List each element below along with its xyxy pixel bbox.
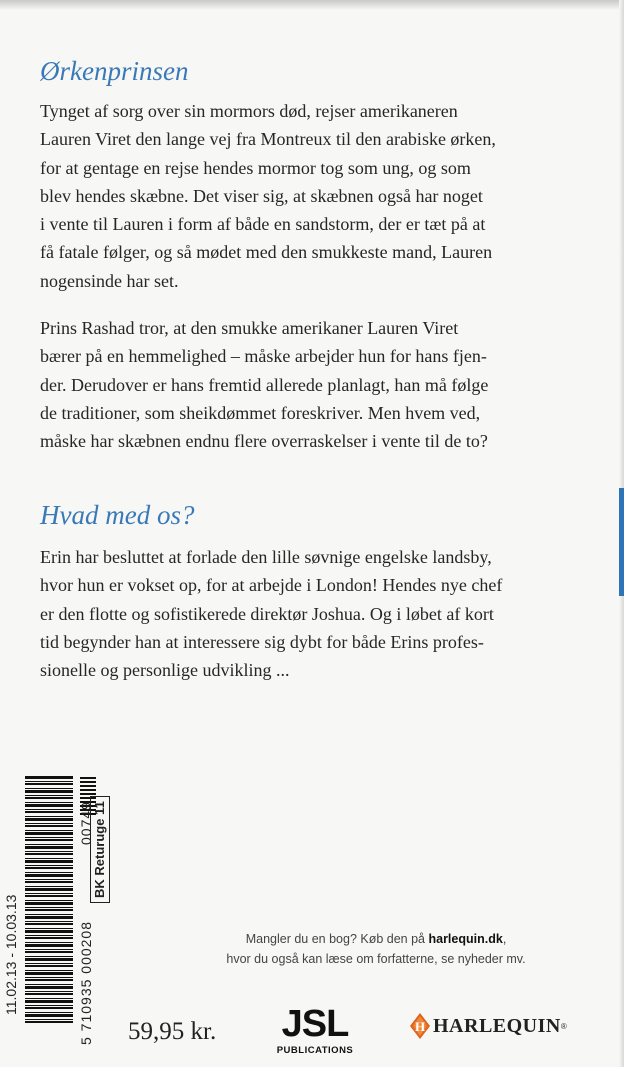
text-line: der. Derudover er hans fremtid allerede planlagt, han må følge (40, 374, 489, 395)
text-line: tid begynder han at interessere sig dybt for både Erins profes- (40, 631, 484, 652)
spine-color-tab (619, 488, 624, 596)
text-line: er den flotte og sofistikerede direktør Joshua. Og i løbet af kort (40, 603, 494, 624)
section2-paragraph (40, 543, 580, 684)
text-line: for at gentage en rejse hendes mormor tog som ung, og som (40, 157, 471, 178)
text-line: Lauren Viret den lange vej fra Montreux til den arabiske ørken, (40, 129, 496, 150)
text-line: i vente til Lauren i form af både en sandstorm, der er tæt på at (40, 214, 486, 235)
section1-paragraph2 (40, 314, 580, 455)
text-line: nogensinde har set. (40, 270, 179, 291)
bk-return-label: BK Returuge 11 (90, 796, 110, 903)
promo-text: Mangler du en bog? Køb den på (245, 932, 429, 946)
text-line: få fatale følger, og så mødet med den smukkeste mand, Lauren (40, 242, 493, 263)
jsl-logo-text: JSL (281, 1003, 349, 1045)
jsl-publications-logo (270, 1005, 360, 1056)
cover-top-edge (0, 0, 624, 10)
harlequin-wordmark: HARLEQUIN (433, 1014, 561, 1037)
text-line: Prins Rashad tror, at den smukke amerikaner Lauren Viret (40, 318, 459, 338)
promo-line-1 (190, 932, 562, 946)
section1-paragraph1 (40, 97, 580, 295)
harlequin-link[interactable]: harlequin.dk (428, 932, 503, 946)
barcode (25, 775, 73, 1023)
text-line: de traditioner, som sheikdømmet foreskriver. Men hvem ved, (40, 402, 481, 423)
barcode-number: 5 710935 000208 (78, 921, 94, 1045)
harlequin-h-icon (410, 1013, 430, 1039)
promo-comma: , (502, 932, 507, 946)
jsl-logo-subtitle: PUBLICATIONS (276, 1045, 354, 1056)
text-line: hvor hun er vokset op, for at arbejde i London! Hendes nye chef (40, 575, 503, 596)
text-line: Tynget af sorg over sin mormors død, rejser amerikaneren (40, 101, 458, 121)
barcode-addon-number: 00749 (78, 801, 94, 845)
text-line: Erin har besluttet at forlade den lille søvnige engelske landsby, (40, 547, 492, 567)
price: 59,95 kr. (128, 1018, 217, 1045)
text-line: måske har skæbnen endnu flere overraskelser i vente til de to? (40, 431, 488, 452)
harlequin-logo (410, 1013, 567, 1039)
text-line: sionelle og personlige udvikling ... (40, 660, 290, 681)
barcode-dates: 11.02.13 - 10.03.13 (3, 894, 19, 1015)
promo-line-2: hvor du også kan læse om forfatterne, se nyheder mv. (226, 952, 526, 966)
text-line: bærer på en hemmelighed – måske arbejder hun for hans fjen- (40, 346, 487, 367)
section1-title: Ørkenprinsen (40, 56, 189, 86)
trademark-symbol: ® (560, 1021, 567, 1031)
text-line: blev hendes skæbne. Det viser sig, at skæbnen også har noget (40, 185, 483, 206)
section2-title: Hvad med os? (40, 500, 195, 530)
svg-text:H: H (414, 1019, 426, 1034)
